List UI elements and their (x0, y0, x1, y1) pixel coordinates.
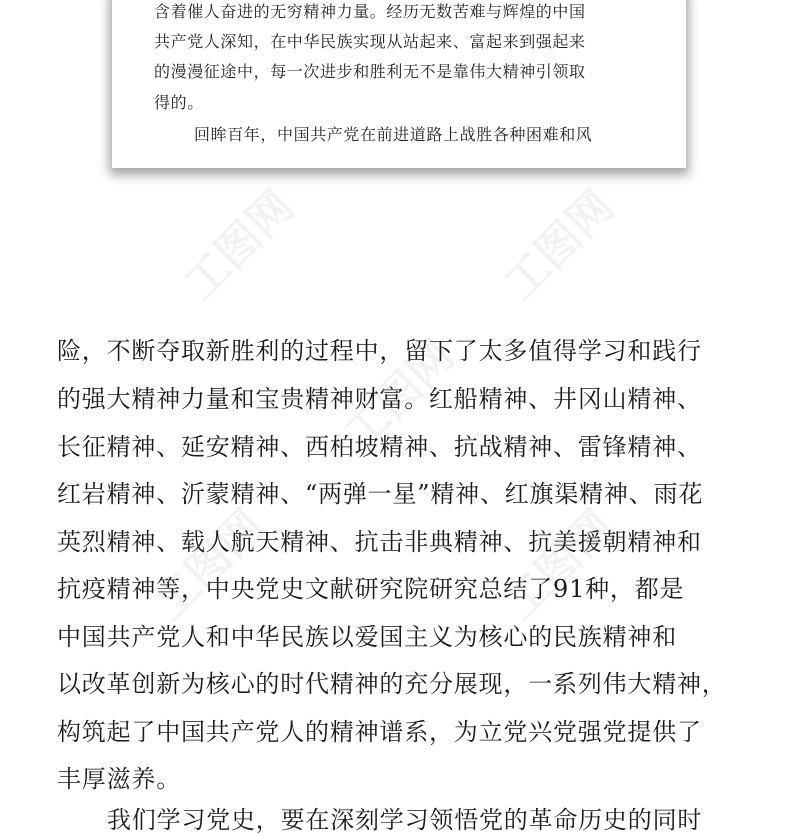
watermark: 工图网 (174, 180, 304, 310)
quote-line: 的漫漫征途中，每一次进步和胜利无不是靠伟大精神引领取 (154, 62, 586, 81)
watermark: 工图网 (494, 500, 624, 630)
watermark: 工图网 (494, 180, 624, 310)
body-line: 英烈精神、载人航天精神、抗击非典精神、抗美援朝精神和 (57, 528, 702, 556)
body-line: 以改革创新为核心的时代精神的充分展现，一系列伟大精神， (57, 670, 727, 698)
body-line: 构筑起了中国共产党人的精神谱系，为立党兴党强党提供了 (57, 718, 702, 746)
watermark: 工图网 (144, 500, 274, 630)
quote-line: 回眸百年，中国共产党在前进道路上战胜各种困难和风 (194, 125, 593, 144)
quote-line: 共产党人深知，在中华民族实现从站起来、富起来到强起来 (154, 32, 586, 51)
body-line: 的强大精神力量和宝贵精神财富。红船精神、井冈山精神、 (57, 385, 702, 413)
quote-box (112, 0, 686, 168)
quote-line: 得的。 (154, 93, 204, 112)
body-line: 丰厚滋养。 (57, 765, 181, 793)
body-line: 险，不断夺取新胜利的过程中，留下了太多值得学习和践行 (57, 337, 702, 365)
body-line: 我们学习党史，要在深刻学习领悟党的革命历史的同时 (107, 806, 703, 834)
body-line: 红岩精神、沂蒙精神、“两弹一星”精神、红旗渠精神、雨花 (57, 480, 704, 508)
body-line: 抗疫精神等，中央党史文献研究院研究总结了91种，都是 (57, 575, 685, 603)
watermark: 工图网 (334, 330, 464, 460)
quote-line: 含着催人奋进的无穷精神力量。经历无数苦难与辉煌的中国 (154, 2, 586, 21)
body-line: 长征精神、延安精神、西柏坡精神、抗战精神、雷锋精神、 (57, 433, 702, 461)
body-line: 中国共产党人和中华民族以爱国主义为核心的民族精神和 (57, 623, 677, 651)
